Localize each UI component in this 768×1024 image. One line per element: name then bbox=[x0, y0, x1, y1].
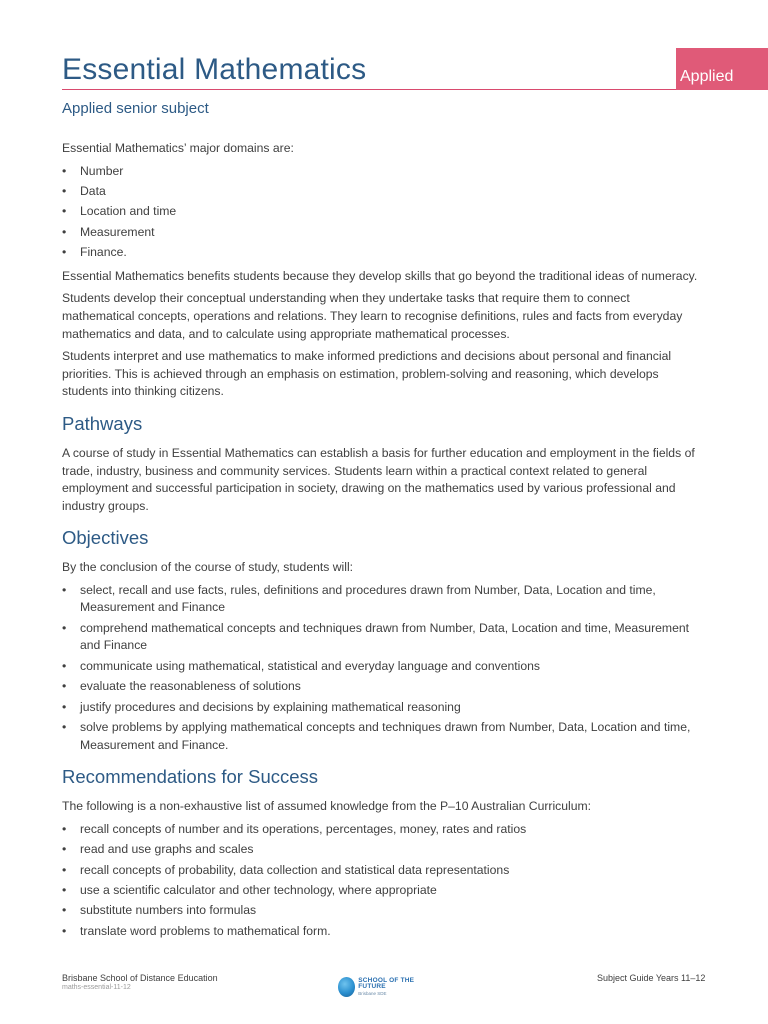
recommendations-intro: The following is a non-exhaustive list of assumed knowledge from the P–10 Australian Curriculum: bbox=[62, 799, 592, 814]
list-item: • Number bbox=[62, 163, 702, 181]
main-content bbox=[62, 140, 702, 946]
list-item: • Measurement bbox=[62, 224, 702, 242]
list-item: • solve problems by applying mathematical concepts and techniques drawn from Number, Data, Location and time, Measurement and Finance. bbox=[62, 720, 691, 752]
logo-sub-text: Brisbane SDE bbox=[358, 990, 387, 996]
bullet-icon: • bbox=[62, 882, 67, 897]
bullet-icon: • bbox=[62, 923, 67, 938]
applied-tab: Applied bbox=[676, 48, 768, 90]
list-item: • use a scientific calculator and other technology, where appropriate bbox=[62, 882, 702, 900]
bullet-icon: • bbox=[62, 245, 67, 260]
page-subtitle: Applied senior subject bbox=[62, 100, 209, 117]
list-item: • evaluate the reasonableness of solutions bbox=[62, 678, 702, 696]
logo-main-text: SCHOOL OF THE FUTURE bbox=[358, 976, 415, 991]
list-item: • read and use graphs and scales bbox=[62, 841, 702, 859]
list-item: • select, recall and use facts, rules, definitions and procedures drawn from Number, Data, Location and time, Measurement and Finance bbox=[62, 582, 656, 615]
list-item: • justify procedures and decisions by explaining mathematical reasoning bbox=[62, 699, 702, 717]
bullet-icon: • bbox=[62, 620, 67, 635]
bullet-icon: • bbox=[62, 224, 67, 239]
bullet-icon: • bbox=[62, 204, 67, 219]
footer-school-name: Brisbane School of Distance Education bbox=[62, 973, 218, 983]
globe-icon bbox=[338, 977, 355, 997]
bullet-icon: • bbox=[62, 582, 67, 597]
list-item: • Location and time bbox=[62, 203, 702, 221]
title-underline bbox=[62, 89, 678, 90]
bullet-icon: • bbox=[62, 699, 67, 714]
logo-text bbox=[358, 978, 432, 997]
list-item: • comprehend mathematical concepts and techniques drawn from Number, Data, Location and time, Measurement and Finance bbox=[62, 620, 690, 653]
body-paragraph: Students interpret and use mathematics to make informed predictions and decisions about personal and financial priorities. This is achieved through an emphasis on estimation, problem-solving and reasoning, which develops students into thinking citizens. bbox=[62, 349, 672, 399]
bullet-icon: • bbox=[62, 903, 67, 918]
bullet-icon: • bbox=[62, 821, 67, 836]
bullet-icon: • bbox=[62, 862, 67, 877]
pathways-heading: Pathways bbox=[62, 412, 143, 434]
list-item: • communicate using mathematical, statistical and everyday language and conventions bbox=[62, 658, 702, 676]
objectives-heading: Objectives bbox=[62, 527, 149, 549]
objectives-list bbox=[62, 582, 702, 754]
list-item: • translate word problems to mathematical form. bbox=[62, 923, 702, 941]
recommendations-heading: Recommendations for Success bbox=[62, 766, 319, 788]
domains-intro: Essential Mathematics’ major domains are: bbox=[62, 141, 294, 155]
bullet-icon: • bbox=[62, 720, 67, 735]
body-paragraph: Essential Mathematics benefits students because they develop skills that go beyond the traditional ideas of numeracy. bbox=[62, 268, 698, 283]
objectives-intro: By the conclusion of the course of study, students will: bbox=[62, 560, 354, 575]
bullet-icon: • bbox=[62, 842, 67, 857]
school-of-the-future-logo bbox=[338, 975, 432, 999]
list-item: • Finance. bbox=[62, 244, 702, 262]
pathways-paragraph: A course of study in Essential Mathematics can establish a basis for further education and employment in the fields of trade, industry, business and community services. Students learn within a practical context related to general employment and successful participation in society, drawing on the mathematics used by various professional and industry groups. bbox=[62, 445, 695, 513]
list-item: • recall concepts of probability, data collection and statistical data representations bbox=[62, 862, 702, 880]
list-item: • substitute numbers into formulas bbox=[62, 902, 702, 920]
body-paragraph: Students develop their conceptual understanding when they undertake tasks that require them to connect mathematical concepts, operations and relations. They learn to recognise definitions, rules and facts from everyday mathematics and data, and to calculate using appropriate mathematical processes. bbox=[62, 291, 683, 341]
page-title: Essential Mathematics bbox=[62, 53, 367, 86]
bullet-icon: • bbox=[62, 163, 67, 178]
bullet-icon: • bbox=[62, 679, 67, 694]
bullet-icon: • bbox=[62, 658, 67, 673]
footer-document-code: maths-essential-11-12 bbox=[62, 984, 131, 991]
footer-guide-label: Subject Guide Years 11–12 bbox=[597, 973, 706, 983]
domains-list bbox=[62, 163, 702, 262]
recommendations-list bbox=[62, 821, 702, 941]
bullet-icon: • bbox=[62, 183, 67, 198]
list-item: • recall concepts of number and its operations, percentages, money, rates and ratios bbox=[62, 821, 702, 839]
list-item: • Data bbox=[62, 183, 702, 201]
